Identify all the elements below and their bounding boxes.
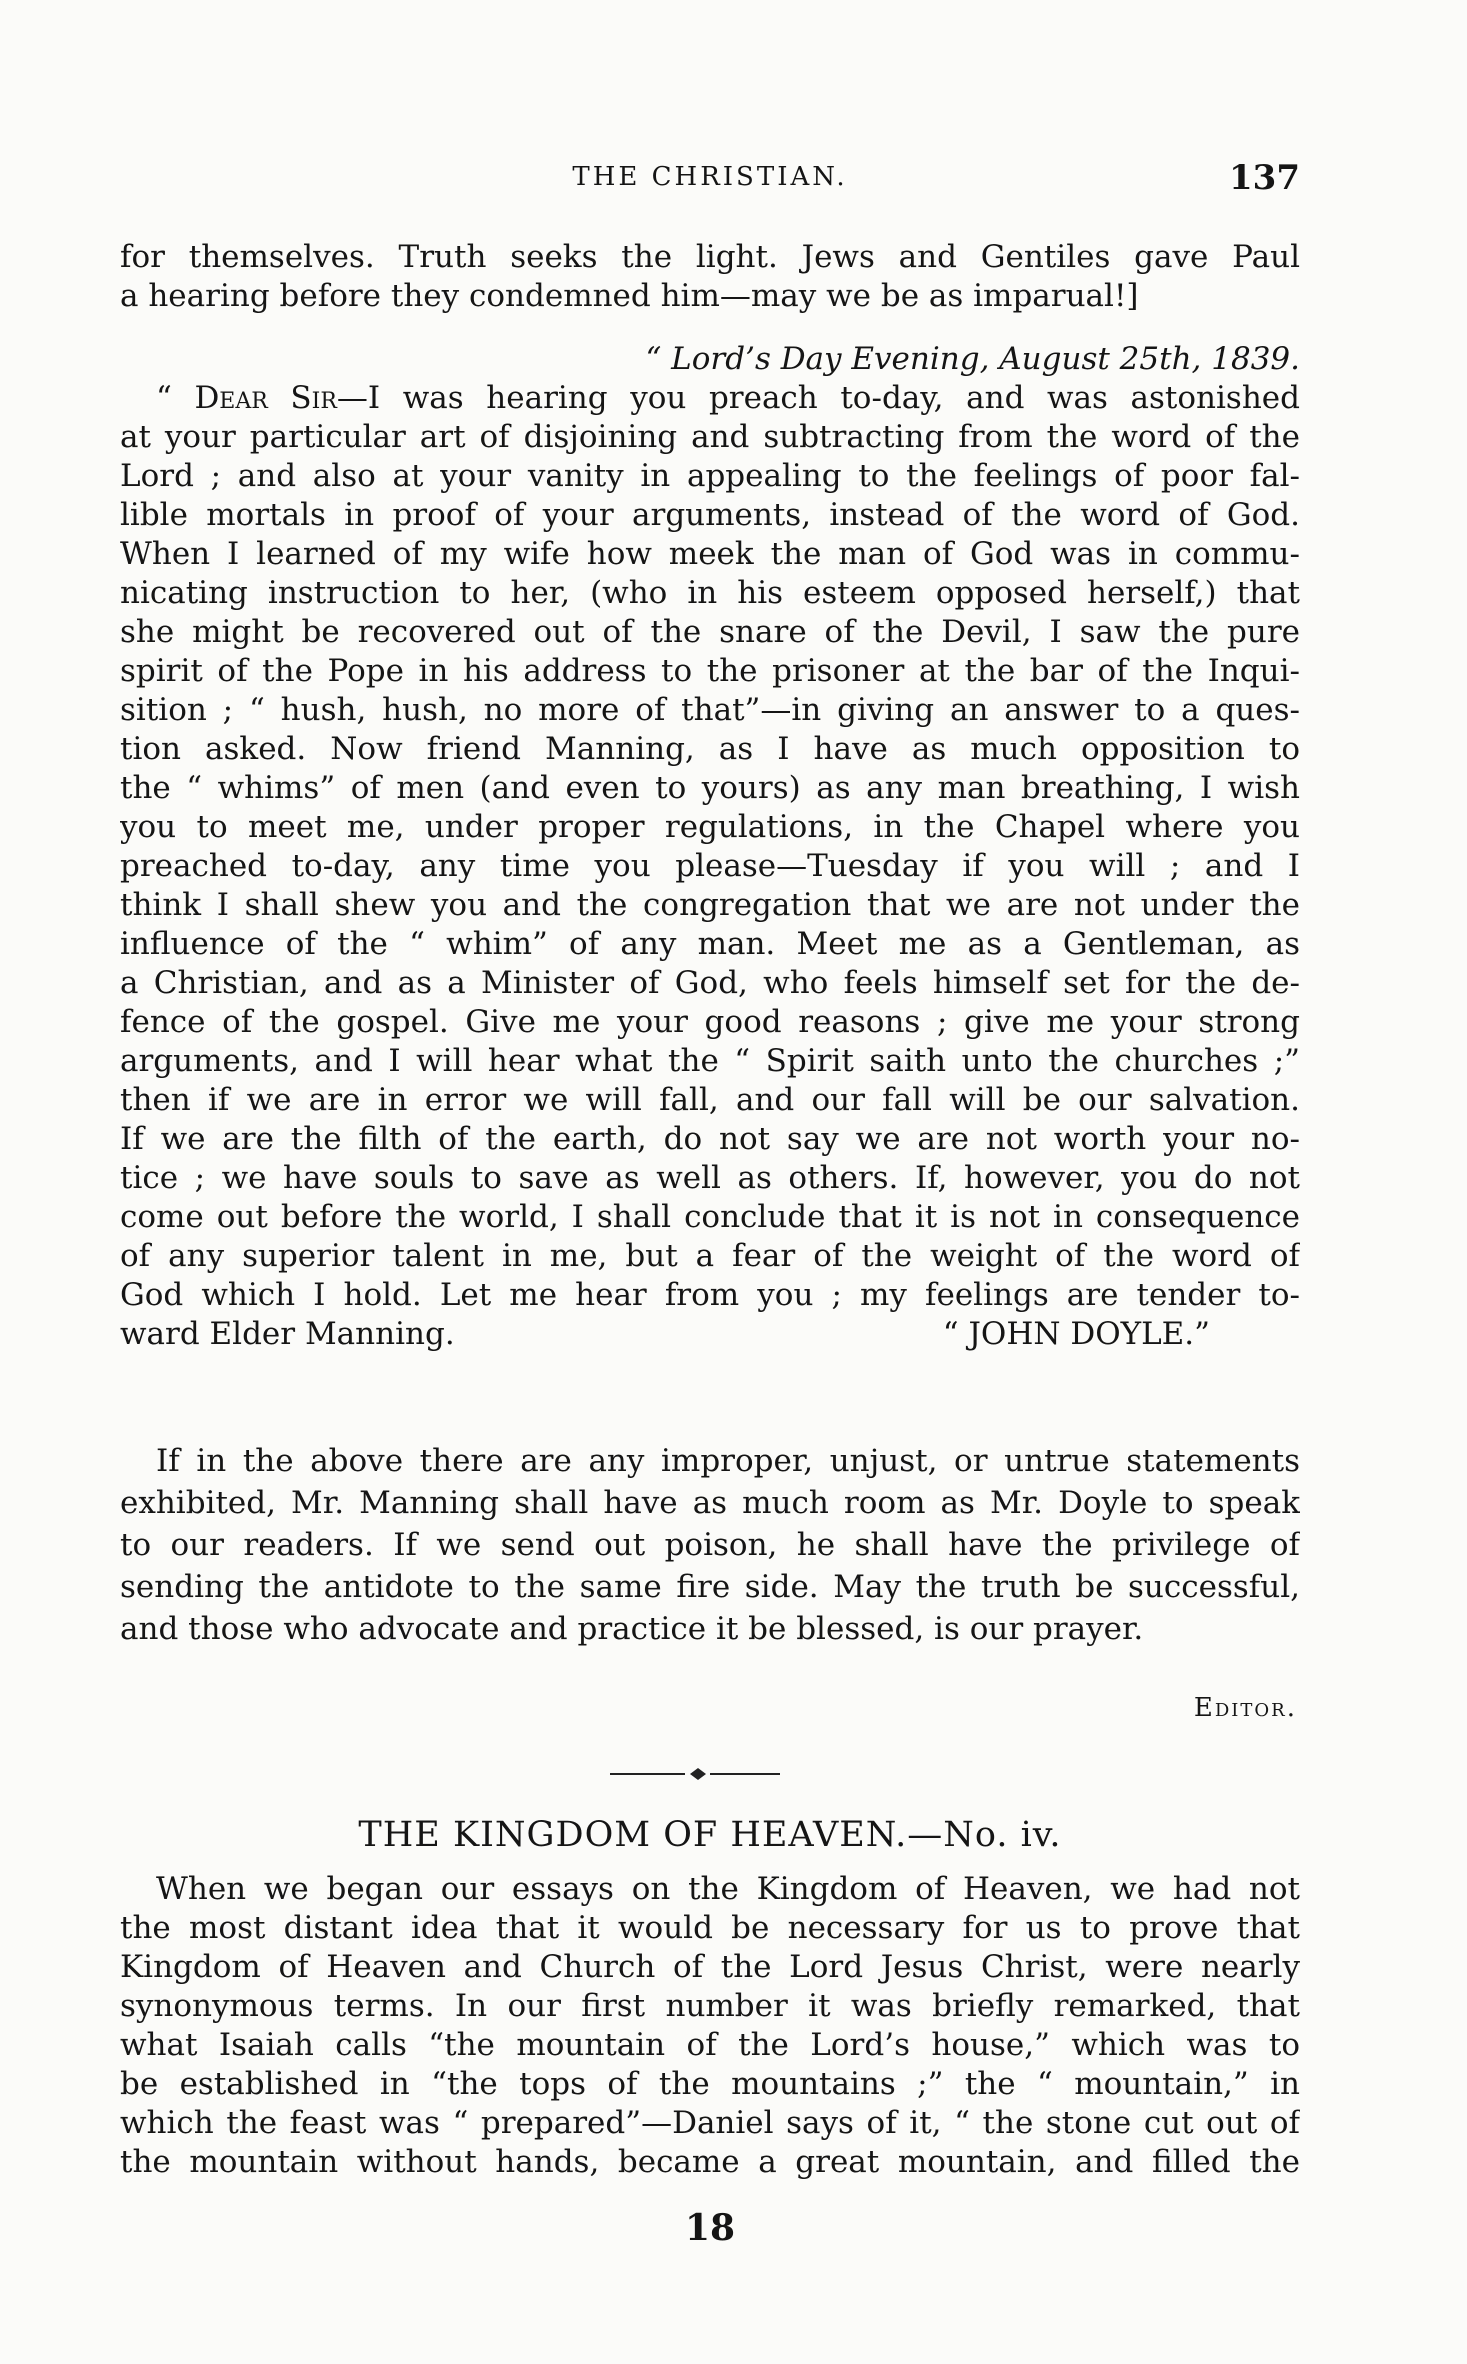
text-line: then if we are in error we will fall, and our fall will be our salvation. xyxy=(120,1082,1300,1118)
letter-signature: “ JOHN DOYLE.” xyxy=(942,1316,1210,1352)
text-line: which the feast was “ prepared”—Daniel says of it, “ the stone cut out of xyxy=(120,2105,1300,2141)
text-line: tion asked. Now friend Manning, as I have as much opposition to xyxy=(120,731,1300,767)
text-line: to our readers. If we send out poison, he shall have the privilege of xyxy=(120,1527,1300,1563)
section-divider-ornament xyxy=(610,1762,785,1786)
letter-closing xyxy=(120,1315,1300,1354)
intro-paragraph xyxy=(120,238,1300,316)
text-line: sition ; “ hush, hush, no more of that”—in giving an answer to a ques- xyxy=(120,692,1300,728)
text-line: spirit of the Pope in his address to the prisoner at the bar of the Inqui- xyxy=(120,653,1300,689)
text-line: tice ; we have souls to save as well as others. If, however, you do not xyxy=(120,1160,1300,1196)
text-line: preached to-day, any time you please—Tuesday if you will ; and I xyxy=(120,848,1300,884)
text-line: the “ whims” of men (and even to yours) as any man breathing, I wish xyxy=(120,770,1300,806)
salutation: “ Dear Sir xyxy=(156,380,337,416)
text-line: of any superior talent in me, but a fear of the weight of the word of xyxy=(120,1238,1300,1274)
text-line: If we are the filth of the earth, do not say we are not worth your no- xyxy=(120,1121,1300,1157)
text-line: a Christian, and as a Minister of God, who feels himself set for the de- xyxy=(120,965,1300,1001)
text-line: If in the above there are any improper, unjust, or untrue statements xyxy=(156,1443,1300,1479)
letter-first-line-rest: —I was hearing you preach to-day, and was astonished xyxy=(336,380,1300,416)
text-line: synonymous terms. In our first number it was briefly remarked, that xyxy=(120,1988,1300,2024)
text-line: think I shall shew you and the congregation that we are not under the xyxy=(120,887,1300,923)
text-line: what Isaiah calls “the mountain of the Lord’s house,” which was to xyxy=(120,2027,1300,2063)
text-line: nicating instruction to her, (who in his esteem opposed herself,) that xyxy=(120,575,1300,611)
letter-dateline: “ Lord’s Day Evening, August 25th, 1839. xyxy=(645,341,1300,377)
text-line: the most distant idea that it would be necessary for us to prove that xyxy=(120,1910,1300,1946)
section-body xyxy=(120,1870,1300,2182)
text-line: the mountain without hands, became a great mountain, and filled the xyxy=(120,2144,1300,2180)
text-line: Kingdom of Heaven and Church of the Lord Jesus Christ, were nearly xyxy=(120,1949,1300,1985)
text-line: at your particular art of disjoining and subtracting from the word of the xyxy=(120,419,1300,455)
text-line: you to meet me, under proper regulations, in the Chapel where you xyxy=(120,809,1300,845)
text-line: fence of the gospel. Give me your good reasons ; give me your strong xyxy=(120,1004,1300,1040)
text-line: come out before the world, I shall conclude that it is not in consequence xyxy=(120,1199,1300,1235)
letter-first-line xyxy=(120,379,1300,418)
section-heading: THE KINGDOM OF HEAVEN.—No. iv. xyxy=(358,1815,1062,1855)
closing-line: ward Elder Manning. xyxy=(120,1316,455,1352)
text-line: God which I hold. Let me hear from you ; my feelings are tender to- xyxy=(120,1277,1300,1313)
text-line: for themselves. Truth seeks the light. Jews and Gentiles gave Paul xyxy=(120,239,1300,275)
editorial-note xyxy=(120,1440,1300,1650)
page-number: 137 xyxy=(1229,158,1300,198)
text-line: When we began our essays on the Kingdom of Heaven, we had not xyxy=(156,1871,1300,1907)
text-line: When I learned of my wife how meek the man of God was in commu- xyxy=(120,536,1300,572)
text-line: and those who advocate and practice it be blessed, is our prayer. xyxy=(120,1611,1144,1647)
text-line: be established in “the tops of the mountains ;” the “ mountain,” in xyxy=(120,2066,1300,2102)
text-line: lible mortals in proof of your arguments, instead of the word of God. xyxy=(120,497,1300,533)
letter xyxy=(120,340,1300,1354)
text-line: sending the antidote to the same fire side. May the truth be successful, xyxy=(120,1569,1300,1605)
text-line: exhibited, Mr. Manning shall have as much room as Mr. Doyle to speak xyxy=(120,1485,1300,1521)
running-title: THE CHRISTIAN. xyxy=(572,162,848,192)
text-line: arguments, and I will hear what the “ Spirit saith unto the churches ;” xyxy=(120,1043,1300,1079)
text-line: Lord ; and also at your vanity in appealing to the feelings of poor fal- xyxy=(120,458,1300,494)
editor-signoff: Editor. xyxy=(1193,1693,1297,1723)
text-line: she might be recovered out of the snare of the Devil, I saw the pure xyxy=(120,614,1300,650)
printer-signature-mark: 18 xyxy=(684,2207,736,2249)
text-line: a hearing before they condemned him—may we be as imparual!] xyxy=(120,278,1139,314)
page-header xyxy=(120,158,1300,198)
text-line: influence of the “ whim” of any man. Meet me as a Gentleman, as xyxy=(120,926,1300,962)
